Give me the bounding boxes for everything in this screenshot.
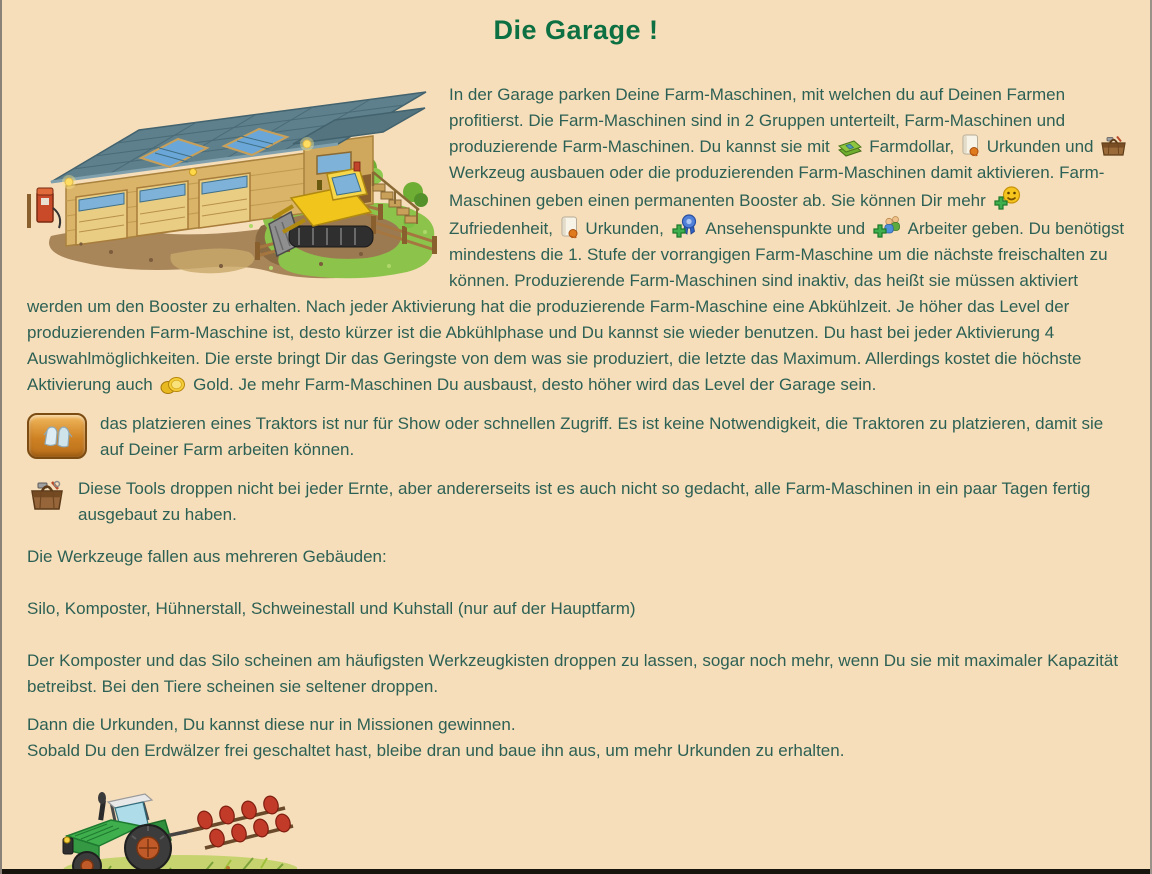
toolbox-icon	[29, 478, 65, 514]
gloves-icon	[27, 413, 87, 459]
note-text: das platzieren eines Traktors ist nur für Show oder schnellen Zugriff. Es ist keine Notwendigkeit, die Traktoren zu platzieren, damit sie auf Deiner Farm arbeiten können.	[100, 414, 1104, 459]
intro-section	[27, 82, 1130, 411]
paragraph-komposter-silo: Der Komposter und das Silo scheinen am häufigsten Werkzeugkisten droppen zu lassen, sogar noch mehr, wenn Du sie mit maximaler Kapazität betreibst. Bei den Tiere scheinen sie seltener droppen.	[27, 651, 1119, 696]
page-content	[2, 82, 1150, 874]
page-title: Die Garage !	[493, 15, 659, 45]
farmdollar-icon	[837, 139, 863, 157]
tractor-illustration	[53, 778, 297, 874]
note-text: Diese Tools droppen nicht bei jeder Ernte, aber andererseits ist es auch nicht so gedacht, alle Farm-Maschinen in ein paar Tagen fertig ausgebaut zu haben.	[78, 479, 1091, 524]
paragraph-urkunden: Dann die Urkunden, Du kannst diese nur in Missionen gewinnen. Sobald Du den Erdwälzer frei geschaltet hast, bleibe dran und baue ihn aus, um mehr Urkunden zu erhalten.	[27, 715, 845, 760]
plus-ansehenspunkte-icon	[671, 214, 700, 239]
intro-paragraph: In der Garage parken Deine Farm-Maschinen, mit welchen du auf Deinen Farmen profitierst. Die Farm-Maschinen sind in 2 Gruppen unterteilt, Farm-Maschinen und produzierende Farm-Maschinen. Du kannst sie mit Farmdollar, Urkunden und Werkzeug ausbauen oder die produzierenden Farm-Maschinen damit aktivieren. Farm-Maschinen geben einen permanenten Booster ab. Sie können Dir mehr Zufriedenheit, Urkunden, Ansehenspunkte und Arbeiter geben. Du benötigst mindestens die 1. Stufe der vorrangigen Farm-Maschine um die nächste freischalten zu können. Produzierende Farm-Maschinen sind inaktiv, das heißt sie müssen aktiviert werden um den Booster zu erhalten. Nach jeder Aktivierung hat die produzierende Farm-Maschine eine Abkühlzeit. Je höher das Level der produzierenden Farm-Maschine ist, desto kürzer ist die Abkühlphase und Du kannst sie wieder benutzen. Du hast bei jeder Aktivierung 4 Auswahlmöglichkeiten. Die erste bringt Dir das Geringste von dem was sie produziert, die letzte das Maximum. Allerdings kostet die höchste Aktivierung auch Gold. Je mehr Farm-Maschinen Du ausbaust, desto höher wird das Level der Garage sein.	[27, 82, 1130, 398]
plus-zufriedenheit-icon	[993, 186, 1022, 211]
urkunde-icon	[560, 216, 579, 239]
werkzeug-icon	[1100, 134, 1127, 157]
page-bottom-edge	[2, 869, 1150, 874]
note-tool-drops	[27, 476, 1130, 528]
plus-arbeiter-icon	[872, 214, 902, 239]
paragraph-tools-heading: Die Werkzeuge fallen aus mehreren Gebäuden:	[27, 547, 387, 566]
garage-illustration	[21, 76, 439, 282]
note-placing-tractors	[27, 411, 1130, 463]
urkunde-icon	[961, 134, 980, 157]
paragraph-buildings-list: Silo, Komposter, Hühnerstall, Schweinestall und Kuhstall (nur auf der Hauptfarm)	[27, 599, 636, 618]
gold-icon	[159, 376, 186, 395]
